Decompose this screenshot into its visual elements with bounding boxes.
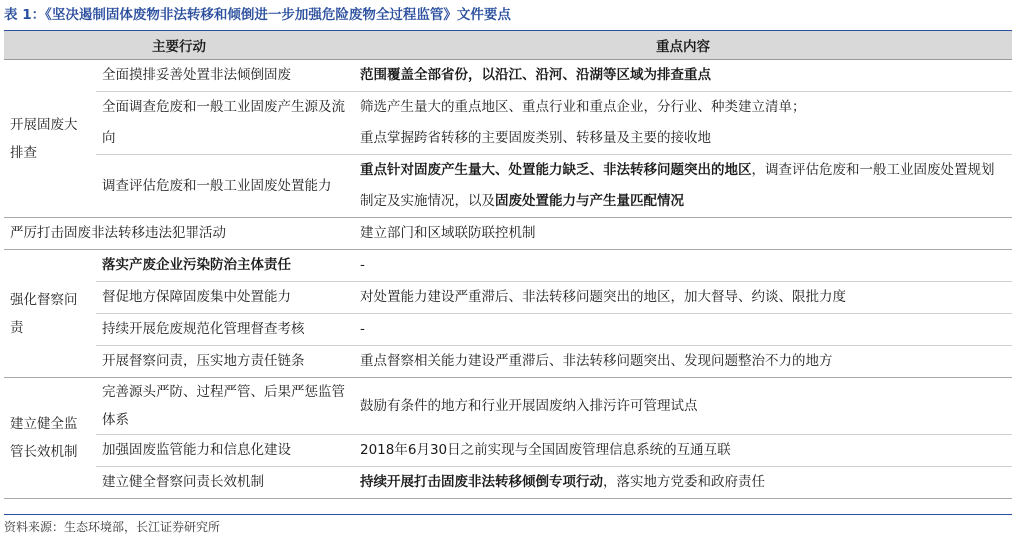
content-cell bbox=[354, 155, 1012, 218]
content-cell: 建立部门和区域联防联控机制 bbox=[354, 218, 1012, 250]
table-row bbox=[4, 346, 1012, 378]
content-bold: 重点针对固废产生量大、处置能力缺乏、非法转移问题突出的地区 bbox=[360, 162, 752, 178]
content-cell: 重点督察相关能力建设严重滞后、非法转移问题突出、发现问题整治不力的地方 bbox=[354, 346, 1012, 378]
content-text: ，调查评估危废和一般工业固废处置规划制定及实施情况，以及 bbox=[360, 162, 995, 209]
action-cell bbox=[96, 250, 354, 282]
table-row bbox=[4, 92, 1012, 155]
table-row bbox=[4, 435, 1012, 467]
group-cell: 强化督察问责 bbox=[4, 250, 96, 378]
content-cell bbox=[354, 60, 1012, 92]
action-cell: 持续开展危废规范化管理督查考核 bbox=[96, 314, 354, 346]
content-bold: 固废处置能力与产生量匹配情况 bbox=[495, 193, 684, 209]
content-line: 筛选产生量大的重点地区、重点行业和重点企业，分行业、种类建立清单； bbox=[360, 99, 806, 115]
group-cell: 开展固废大排查 bbox=[4, 60, 96, 218]
group-cell: 建立健全监管长效机制 bbox=[4, 378, 96, 499]
group-cell: 严厉打击固废非法转移违法犯罪活动 bbox=[4, 218, 354, 250]
action-cell: 开展督察问责，压实地方责任链条 bbox=[96, 346, 354, 378]
content-cell: 2018年6月30日之前实现与全国固废管理信息系统的互通互联 bbox=[354, 435, 1012, 467]
header-key-content: 重点内容 bbox=[354, 31, 1012, 60]
table-row bbox=[4, 314, 1012, 346]
table-row bbox=[4, 60, 1012, 92]
table-row bbox=[4, 282, 1012, 314]
table-row bbox=[4, 378, 1012, 435]
content-cell: - bbox=[354, 314, 1012, 346]
action-cell: 全面调查危废和一般工业固废产生源及流向 bbox=[96, 92, 354, 155]
table-header-row bbox=[4, 31, 1012, 60]
source-note: 资料来源：生态环境部，长江证券研究所 bbox=[4, 514, 1012, 535]
table-caption: 表 1：《坚决遏制固体废物非法转移和倾倒进一步加强危险废物全过程监管》文件要点 bbox=[4, 7, 511, 23]
content-bold: 范围覆盖全部省份，以沿江、沿河、沿湖等区域为排查重点 bbox=[360, 67, 711, 83]
action-cell: 督促地方保障固废集中处置能力 bbox=[96, 282, 354, 314]
policy-table bbox=[4, 30, 1012, 499]
content-line: 重点掌握跨省转移的主要固废类别、转移量及主要的接收地 bbox=[360, 130, 711, 146]
action-cell: 完善源头严防、过程严管、后果严惩监管体系 bbox=[96, 378, 354, 435]
content-cell: 鼓励有条件的地方和行业开展固废纳入排污许可管理试点 bbox=[354, 378, 1012, 435]
action-cell: 加强固废监管能力和信息化建设 bbox=[96, 435, 354, 467]
action-cell: 调查评估危废和一般工业固废处置能力 bbox=[96, 155, 354, 218]
content-cell: 对处置能力建设严重滞后、非法转移问题突出的地区，加大督导、约谈、限批力度 bbox=[354, 282, 1012, 314]
table-row bbox=[4, 467, 1012, 499]
content-text: ，落实地方党委和政府责任 bbox=[603, 474, 765, 490]
content-cell: - bbox=[354, 250, 1012, 282]
action-bold: 落实产废企业污染防治主体责任 bbox=[102, 257, 291, 273]
action-cell: 全面摸排妥善处置非法倾倒固废 bbox=[96, 60, 354, 92]
action-cell: 建立健全督察问责长效机制 bbox=[96, 467, 354, 499]
content-cell bbox=[354, 92, 1012, 155]
table-row bbox=[4, 155, 1012, 218]
header-main-action: 主要行动 bbox=[4, 31, 354, 60]
table-row bbox=[4, 218, 1012, 250]
content-bold: 持续开展打击固废非法转移倾倒专项行动 bbox=[360, 474, 603, 490]
table-row bbox=[4, 250, 1012, 282]
content-cell bbox=[354, 467, 1012, 499]
